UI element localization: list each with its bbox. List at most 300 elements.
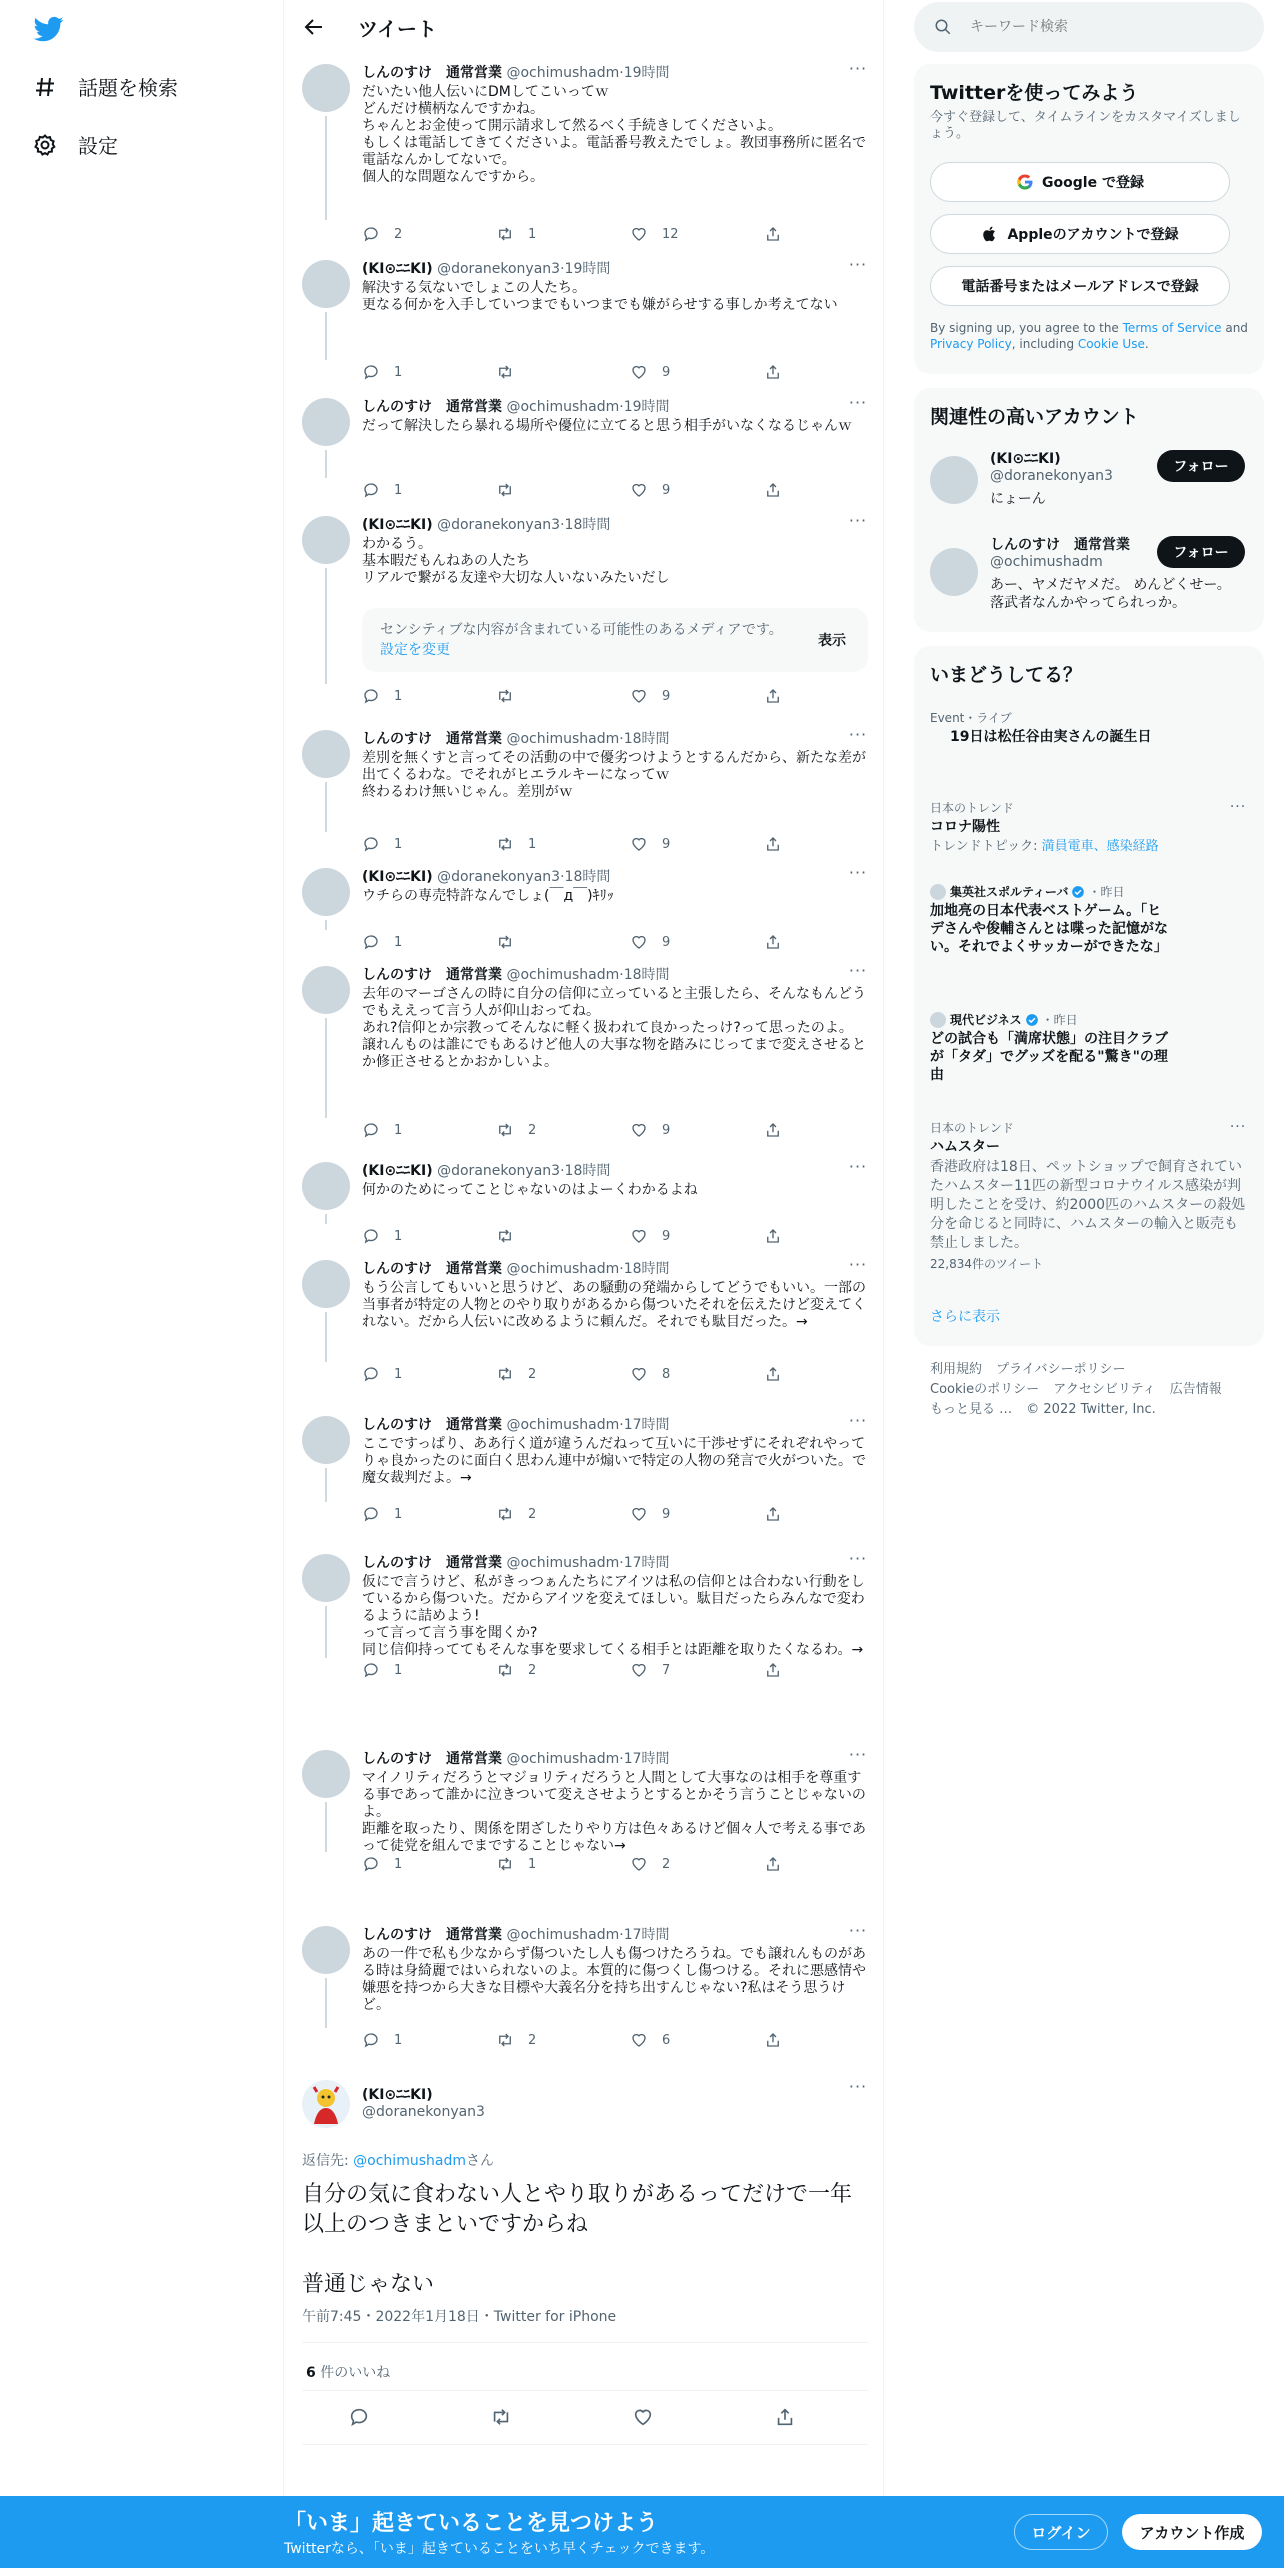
back-arrow-icon[interactable] <box>302 15 326 39</box>
like-count: 8 <box>662 1366 671 1382</box>
avatar[interactable] <box>302 1926 350 1974</box>
retweet-button[interactable] <box>496 1504 630 1524</box>
thread-line <box>325 568 327 684</box>
reply-button[interactable] <box>362 1854 496 1874</box>
share-icon <box>764 225 796 243</box>
phone-email-signup-button[interactable] <box>930 266 1230 306</box>
tweet-header <box>362 398 670 416</box>
retweet-icon <box>496 835 528 853</box>
like-button[interactable] <box>630 362 764 382</box>
search-bar[interactable] <box>914 2 1264 52</box>
avatar[interactable] <box>302 1554 350 1602</box>
tweet-header <box>362 1926 670 1944</box>
tweet-time[interactable]: 17時間 <box>623 1927 670 1943</box>
reply-count: 1 <box>394 364 403 380</box>
search-input[interactable] <box>970 16 1240 38</box>
like-button[interactable] <box>630 686 764 706</box>
reply-icon <box>362 225 394 243</box>
retweet-button[interactable] <box>496 480 630 500</box>
reply-icon <box>362 1505 394 1523</box>
share-icon <box>764 2031 796 2049</box>
author-handle[interactable]: @doranekonyan3 <box>362 2104 485 2120</box>
show-media-button[interactable]: 表示 <box>818 633 846 649</box>
signup-subtitle: 今すぐ登録して、タイムラインをカスタマイズしましょう。 <box>930 110 1241 141</box>
retweet-button[interactable] <box>496 1364 630 1384</box>
separator: · <box>619 1261 624 1277</box>
retweet-button[interactable] <box>496 1854 630 1874</box>
news-item[interactable] <box>930 1012 1248 1084</box>
reply-to <box>302 2150 494 2170</box>
more-options-icon[interactable]: ··· <box>848 725 868 744</box>
news-time: ・昨日 <box>1041 1013 1078 1027</box>
like-button[interactable] <box>630 1854 764 1874</box>
trend-tweet-count: 22,834件のツイート <box>930 1257 1044 1271</box>
author-name[interactable]: しんのすけ 通常営業 <box>362 1261 502 1277</box>
author-name[interactable]: しんのすけ 通常営業 <box>362 1417 502 1433</box>
more-options-icon[interactable]: ··· <box>1229 1119 1247 1135</box>
author-name[interactable]: しんのすけ 通常営業 <box>362 65 502 81</box>
more-options-icon[interactable]: ··· <box>848 863 868 882</box>
retweet-icon <box>496 1855 528 1873</box>
avatar[interactable] <box>930 548 978 596</box>
footer-link[interactable]: プライバシーポリシー <box>996 1362 1126 1377</box>
reply-suffix: さん <box>465 2153 494 2169</box>
retweet-icon <box>496 1121 528 1139</box>
reply-icon <box>362 481 394 499</box>
terms-part: . <box>1144 337 1149 351</box>
like-icon <box>630 363 662 381</box>
like-count: 9 <box>662 364 671 380</box>
author-handle[interactable]: @doranekonyan3 <box>437 261 561 277</box>
retweet-button[interactable] <box>496 1660 630 1680</box>
retweet-button[interactable] <box>496 1120 630 1140</box>
tweet-header <box>362 1260 670 1278</box>
share-button[interactable] <box>764 686 784 706</box>
reply-button[interactable] <box>362 224 496 244</box>
share-button[interactable] <box>764 1660 784 1680</box>
share-button[interactable] <box>764 2030 784 2050</box>
tweet-header <box>362 516 610 534</box>
like-icon <box>630 481 662 499</box>
author-name[interactable]: (KI⊙ﾆﾆKI) <box>362 2087 433 2103</box>
author-handle[interactable]: @ochimushadm <box>506 967 620 983</box>
retweet-icon <box>496 1365 528 1383</box>
tweet-time[interactable]: 17時間 <box>623 1555 670 1571</box>
author-name[interactable]: (KI⊙ﾆﾆKI) <box>362 261 433 277</box>
tweet-time[interactable]: 19時間 <box>623 399 670 415</box>
tweet-time[interactable]: 19時間 <box>564 261 611 277</box>
reply-button[interactable] <box>362 1120 496 1140</box>
tweet-time[interactable]: 19時間 <box>623 65 670 81</box>
tweet-time[interactable]: 18時間 <box>623 967 670 983</box>
more-options-icon[interactable]: ··· <box>1229 799 1247 815</box>
tweet-text: だって解決したら暴れる場所や優位に立てると思う相手がいなくなるじゃんｗ <box>362 418 852 434</box>
thread-line <box>325 1606 327 1658</box>
avatar[interactable] <box>302 2080 350 2128</box>
trend-topics-prefix: トレンドトピック: <box>930 839 1042 854</box>
share-button[interactable] <box>764 224 784 244</box>
share-icon <box>764 1121 796 1139</box>
footer-link[interactable]: 広告情報 <box>1169 1382 1222 1397</box>
twitter-logo-icon[interactable] <box>32 14 66 44</box>
share-icon <box>764 1661 796 1679</box>
reply-count: 1 <box>394 688 403 704</box>
author-handle[interactable]: @ochimushadm <box>506 1555 620 1571</box>
more-options-icon[interactable]: ··· <box>848 1255 868 1274</box>
tweet-text: 差別を無くすと言ってその活動の中で優劣つけようとするんだから、新たな差が出てくるわな。でそれがヒエラルキーになってｗ 終わるわけ無いじゃん。差別がｗ <box>362 750 866 800</box>
share-icon <box>764 1855 796 1873</box>
reply-count: 1 <box>394 1506 403 1522</box>
retweet-button[interactable] <box>496 2030 630 2050</box>
tweet-header <box>362 1416 670 1434</box>
tweet-time[interactable]: 18時間 <box>623 731 670 747</box>
reply-count: 1 <box>394 1662 403 1678</box>
author-handle[interactable]: @ochimushadm <box>506 1751 620 1767</box>
tweet-text: 自分の気に食わない人とやり取りがあるってだけで一年以上のつきまといですからね 普通じゃない <box>302 2182 853 2297</box>
retweet-button[interactable] <box>496 686 630 706</box>
separator: · <box>560 869 565 885</box>
account-name[interactable]: (KI⊙ﾆﾆKI) <box>990 451 1061 467</box>
avatar[interactable] <box>302 1416 350 1464</box>
author-name[interactable]: しんのすけ 通常営業 <box>362 1751 502 1767</box>
like-button[interactable] <box>630 1504 764 1524</box>
reply-button[interactable] <box>362 1364 496 1384</box>
tweet-header <box>362 260 610 278</box>
trend-item[interactable] <box>930 800 1248 856</box>
thread-line <box>325 1312 327 1362</box>
reply-to-link[interactable]: @ochimushadm <box>353 2153 466 2169</box>
more-options-icon[interactable]: ··· <box>848 393 868 412</box>
thread-line <box>325 312 327 360</box>
tweet-header <box>362 1554 670 1572</box>
retweet-icon <box>496 687 528 705</box>
create-account-button[interactable]: アカウント作成 <box>1122 2514 1262 2550</box>
tweet-text: 何かのためにってことじゃないのはよーくわかるよね <box>362 1182 698 1198</box>
retweet-button[interactable] <box>496 932 630 952</box>
reply-button[interactable] <box>362 480 496 500</box>
footer-links <box>930 1360 1248 1420</box>
like-button[interactable] <box>630 1120 764 1140</box>
retweet-button[interactable] <box>496 834 630 854</box>
signup-card <box>914 64 1264 374</box>
divider <box>302 2342 868 2343</box>
tweet-text: 去年のマーゴさんの時に自分の信仰に立っていると主張したら、そんなもんどうでもええって言う人が仰山おってね。 あれ?信仰とか宗教ってそんなに軽く扱われて良かったっけ?って思ったのよ。 譲れんものは誰にでもあるけど他人の大事な物を踏みにじってまで変えさせるとか修正させるとかおかしいよ。 <box>362 986 866 1070</box>
share-button[interactable] <box>764 480 784 500</box>
author-name[interactable]: しんのすけ 通常営業 <box>362 967 502 983</box>
terms-part: and <box>1221 321 1248 335</box>
author-name[interactable]: (KI⊙ﾆﾆKI) <box>362 869 433 885</box>
cookie-use-link[interactable]: Cookie Use <box>1077 337 1145 351</box>
author-handle[interactable]: @ochimushadm <box>506 1927 620 1943</box>
footer-link[interactable]: Cookieのポリシー <box>930 1382 1040 1397</box>
retweet-icon <box>496 1661 528 1679</box>
news-title: どの試合も「満席状態」の注目クラブが「タダ」でグッズを配る"驚き"の理由 <box>930 1031 1168 1083</box>
change-settings-link[interactable]: 設定を変更 <box>380 642 450 658</box>
like-icon <box>630 933 662 951</box>
terms-part: , including <box>1011 337 1078 351</box>
like-count: 2 <box>662 1856 671 1872</box>
thread-line <box>325 1214 327 1224</box>
trend-meta: Event・ライブ <box>930 711 1012 725</box>
share-icon <box>764 835 796 853</box>
separator: · <box>619 1417 624 1433</box>
author-handle[interactable]: @doranekonyan3 <box>437 517 561 533</box>
avatar[interactable] <box>930 456 978 504</box>
reply-button[interactable] <box>362 1226 496 1246</box>
like-icon <box>630 1505 662 1523</box>
more-options-icon[interactable]: ··· <box>848 1411 868 1430</box>
nav-explore[interactable] <box>32 72 178 101</box>
avatar[interactable] <box>302 1162 350 1210</box>
footer-link[interactable]: もっと見る … <box>930 1402 1013 1417</box>
tweet-time[interactable]: 18時間 <box>564 517 611 533</box>
likes-count[interactable] <box>306 2362 390 2382</box>
more-options-icon[interactable]: ··· <box>848 1745 868 1764</box>
more-options-icon[interactable]: ··· <box>848 2077 868 2096</box>
tweet-header <box>362 64 670 82</box>
like-icon <box>630 1365 662 1383</box>
share-icon <box>764 363 796 381</box>
thread-line <box>325 782 327 832</box>
tweet-header <box>362 1750 670 1768</box>
share-icon <box>764 687 796 705</box>
avatar[interactable] <box>302 730 350 778</box>
tweet-time[interactable]: 18時間 <box>564 1163 611 1179</box>
retweet-count: 2 <box>528 2032 537 2048</box>
reply-count: 1 <box>394 1228 403 1244</box>
reply-count: 1 <box>394 1366 403 1382</box>
bottom-signup-bar <box>0 2496 1284 2568</box>
author-handle[interactable]: @doranekonyan3 <box>437 1163 561 1179</box>
avatar[interactable] <box>302 516 350 564</box>
separator: · <box>560 1163 565 1179</box>
trend-topics-link[interactable]: 満員電車、感染経路 <box>1041 839 1159 854</box>
show-more-link[interactable]: さらに表示 <box>930 1309 1000 1325</box>
nav-settings-label: 設定 <box>78 134 118 158</box>
tweet-actions <box>362 1854 792 1874</box>
like-count: 9 <box>662 688 671 704</box>
like-button[interactable] <box>630 224 764 244</box>
author-handle[interactable]: @ochimushadm <box>506 1417 620 1433</box>
share-button[interactable] <box>764 1364 784 1384</box>
thread-line <box>325 920 327 930</box>
tweet-actions <box>362 224 792 244</box>
reply-button[interactable] <box>362 834 496 854</box>
author-name[interactable]: しんのすけ 通常営業 <box>362 1555 502 1571</box>
share-icon[interactable] <box>774 2406 796 2428</box>
main-column <box>286 0 884 2500</box>
reply-count: 1 <box>394 934 403 950</box>
terms-of-service-link[interactable]: Terms of Service <box>1122 321 1222 335</box>
author-name[interactable]: (KI⊙ﾆﾆKI) <box>362 1163 433 1179</box>
thread-line <box>325 450 327 478</box>
account-handle: @doranekonyan3 <box>990 468 1113 484</box>
retweet-count: 1 <box>528 1856 537 1872</box>
more-options-icon[interactable]: ··· <box>848 59 868 78</box>
avatar[interactable] <box>302 260 350 308</box>
reply-icon[interactable] <box>348 2406 370 2428</box>
avatar[interactable] <box>302 1260 350 1308</box>
separator: · <box>619 65 624 81</box>
like-button[interactable] <box>630 480 764 500</box>
like-button[interactable] <box>630 2030 764 2050</box>
follow-button[interactable]: フォロー <box>1157 536 1245 568</box>
author-handle[interactable]: @ochimushadm <box>506 65 620 81</box>
tweet-actions <box>362 362 792 382</box>
tweet-time[interactable]: 17時間 <box>623 1417 670 1433</box>
trend-title: ハムスター <box>930 1139 1000 1155</box>
terms-text <box>930 320 1248 352</box>
related-accounts-card <box>914 388 1264 632</box>
sensitive-text <box>380 620 790 660</box>
avatar[interactable] <box>302 398 350 446</box>
retweet-button[interactable] <box>496 362 630 382</box>
tweet-text: 解決する気ないでしょこの人たち。 更なる何かを入手していつまでもいつまでも嫌がらせする事しか考えてない <box>362 280 838 313</box>
author-name[interactable]: (KI⊙ﾆﾆKI) <box>362 517 433 533</box>
reply-icon <box>362 1227 394 1245</box>
author-handle[interactable]: @ochimushadm <box>506 1261 620 1277</box>
avatar[interactable] <box>302 1750 350 1798</box>
verified-badge-icon <box>1025 1013 1039 1027</box>
bottom-bar-title: 「いま」起きていることを見つけよう <box>284 2511 659 2536</box>
news-item[interactable] <box>930 884 1248 956</box>
google-signup-button[interactable] <box>930 162 1230 202</box>
news-time: ・昨日 <box>1088 885 1125 899</box>
follow-button[interactable]: フォロー <box>1157 450 1245 482</box>
tweet-timestamp[interactable]: 午前7:45・2022年1月18日・Twitter for iPhone <box>302 2309 617 2325</box>
nav-explore-label: 話題を検索 <box>78 76 178 100</box>
reply-button[interactable] <box>362 1660 496 1680</box>
separator: · <box>560 261 565 277</box>
divider <box>302 2444 868 2445</box>
like-icon <box>630 2031 662 2049</box>
left-nav <box>0 0 284 2568</box>
share-button[interactable] <box>764 1226 784 1246</box>
search-icon <box>934 18 952 36</box>
reply-button[interactable] <box>362 932 496 952</box>
thread-line <box>325 1978 327 2028</box>
tweet-text: だいたい他人伝いにDMしてこいってｗ どんだけ横柄なんですかね。 ちゃんとお金使って開示請求して然るべく手続きしてくださいよ。 もしくは電話してきてくださいよ。電話番号教えたでしょ。教団事務所に匿名で電話なんかしてないで。 個人的な問題なんですから。 <box>362 84 866 185</box>
likes-label: 件のいいね <box>315 2365 391 2381</box>
author-handle[interactable]: @doranekonyan3 <box>437 869 561 885</box>
like-button[interactable] <box>630 834 764 854</box>
news-source: 現代ビジネス <box>950 1013 1022 1027</box>
retweet-button[interactable] <box>496 224 630 244</box>
reply-button[interactable] <box>362 362 496 382</box>
trend-meta: 日本のトレンド <box>930 1121 1014 1135</box>
reply-icon <box>362 363 394 381</box>
avatar[interactable] <box>302 966 350 1014</box>
more-options-icon[interactable]: ··· <box>848 1157 868 1176</box>
author-handle[interactable]: @ochimushadm <box>506 731 620 747</box>
account-bio: あー、ヤメだヤメだ。 めんどくせー。 落武者なんかやってられっか。 <box>990 577 1231 611</box>
footer-link[interactable]: アクセシビリティ <box>1053 1382 1156 1397</box>
sensitive-media-warning <box>362 608 868 672</box>
tweet-actions <box>362 932 792 952</box>
more-options-icon[interactable]: ··· <box>848 255 868 274</box>
nav-settings[interactable] <box>32 130 118 159</box>
author-name[interactable]: しんのすけ 通常営業 <box>362 1927 502 1943</box>
focused-actions <box>302 2406 868 2428</box>
like-button[interactable] <box>630 932 764 952</box>
share-button[interactable] <box>764 1854 784 1874</box>
trend-meta: 日本のトレンド <box>930 801 1014 815</box>
reply-button[interactable] <box>362 686 496 706</box>
main-header <box>286 0 884 54</box>
trend-item[interactable] <box>930 710 1248 746</box>
share-button[interactable] <box>764 1120 784 1140</box>
share-button[interactable] <box>764 834 784 854</box>
like-count: 9 <box>662 836 671 852</box>
apple-signup-button[interactable] <box>930 214 1230 254</box>
author-name[interactable]: しんのすけ 通常営業 <box>362 399 502 415</box>
tweet-actions <box>362 2030 792 2050</box>
sensitive-message: センシティブな内容が含まれている可能性のあるメディアです。 <box>380 622 783 638</box>
like-button[interactable] <box>630 1226 764 1246</box>
account-name[interactable]: しんのすけ 通常営業 <box>990 537 1130 553</box>
like-button[interactable] <box>630 1660 764 1680</box>
share-button[interactable] <box>764 362 784 382</box>
login-button[interactable]: ログイン <box>1014 2514 1108 2550</box>
like-button[interactable] <box>630 1364 764 1384</box>
reply-button[interactable] <box>362 2030 496 2050</box>
like-icon <box>630 1661 662 1679</box>
bottom-bar-subtitle: Twitterなら、「いま」起きていることをいち早くチェックできます。 <box>284 2541 715 2557</box>
more-options-icon[interactable]: ··· <box>848 961 868 980</box>
more-options-icon[interactable]: ··· <box>848 1549 868 1568</box>
tweet-time[interactable]: 17時間 <box>623 1751 670 1767</box>
thread-line <box>325 1802 327 1852</box>
retweet-button[interactable] <box>496 1226 630 1246</box>
news-meta <box>930 884 1248 900</box>
reply-count: 1 <box>394 836 403 852</box>
reply-button[interactable] <box>362 1504 496 1524</box>
share-button[interactable] <box>764 1504 784 1524</box>
separator: · <box>619 731 624 747</box>
tweet-header <box>362 868 610 886</box>
footer-link[interactable]: 利用規約 <box>930 1362 983 1377</box>
author-handle[interactable]: @ochimushadm <box>506 399 620 415</box>
trend-topics <box>930 838 1248 856</box>
share-button[interactable] <box>764 932 784 952</box>
like-count: 9 <box>662 1122 671 1138</box>
author-name[interactable]: しんのすけ 通常営業 <box>362 731 502 747</box>
tweet-actions <box>362 1660 792 1680</box>
share-icon <box>764 1505 796 1523</box>
account-handle: @ochimushadm <box>990 554 1103 570</box>
privacy-policy-link[interactable]: Privacy Policy <box>930 337 1012 351</box>
like-count: 9 <box>662 482 671 498</box>
page-title: ツイート <box>358 17 437 41</box>
like-icon <box>630 1227 662 1245</box>
like-count: 12 <box>662 226 679 242</box>
avatar[interactable] <box>302 868 350 916</box>
share-icon <box>764 1365 796 1383</box>
terms-part: By signing up, you agree to the <box>930 321 1123 335</box>
more-options-icon[interactable]: ··· <box>848 511 868 530</box>
trend-item[interactable] <box>930 1120 1248 1273</box>
avatar[interactable] <box>302 64 350 112</box>
tweet-time[interactable]: 18時間 <box>564 869 611 885</box>
tweet-time[interactable]: 18時間 <box>623 1261 670 1277</box>
separator: · <box>560 517 565 533</box>
tweet-header <box>362 730 670 748</box>
retweet-icon[interactable] <box>490 2406 512 2428</box>
more-options-icon[interactable]: ··· <box>848 1921 868 1940</box>
like-icon[interactable] <box>632 2406 654 2428</box>
retweet-icon <box>496 1227 528 1245</box>
share-icon <box>764 933 796 951</box>
